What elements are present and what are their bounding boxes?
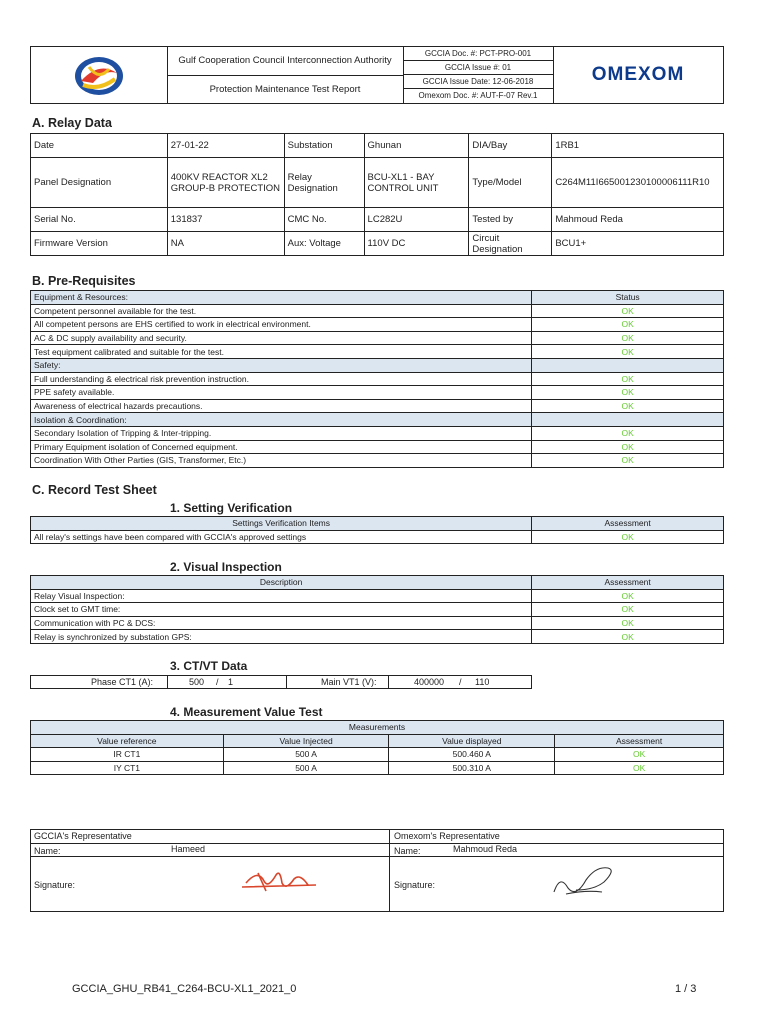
status-ok: OK bbox=[532, 426, 724, 440]
status-ok: OK bbox=[532, 603, 724, 617]
row-label: Relay is synchronized by substation GPS: bbox=[31, 630, 532, 644]
status-ok: OK bbox=[532, 331, 724, 345]
setting-verification-table bbox=[30, 516, 724, 544]
gccia-logo bbox=[31, 47, 168, 103]
record-title: C. Record Test Sheet bbox=[32, 483, 157, 497]
measurement-title: 4. Measurement Value Test bbox=[170, 705, 323, 719]
table-row bbox=[31, 603, 724, 617]
row-label: Relay Visual Inspection: bbox=[31, 589, 532, 603]
measurement-group-header bbox=[31, 721, 724, 735]
prereq-row bbox=[31, 426, 724, 440]
prereq-group-header bbox=[31, 291, 724, 305]
table-row bbox=[31, 616, 724, 630]
prereq-row bbox=[31, 372, 724, 386]
field-label: Tested by bbox=[469, 208, 552, 232]
prereq-row bbox=[31, 440, 724, 454]
omexom-rep-title: Omexom's Representative bbox=[394, 831, 500, 841]
status-ok: OK bbox=[532, 399, 724, 413]
measurement-column-header bbox=[31, 734, 724, 748]
setting-verification-title: 1. Setting Verification bbox=[170, 501, 293, 515]
field-value: Mahmoud Reda bbox=[552, 208, 724, 232]
field-value: 1RB1 bbox=[552, 134, 724, 158]
prereq-label: Coordination With Other Parties (GIS, Transformer, Etc.) bbox=[31, 454, 532, 468]
omexom-signature bbox=[546, 860, 626, 900]
row-label: All relay's settings have been compared with GCCIA's approved settings bbox=[31, 530, 532, 544]
prereq-row bbox=[31, 304, 724, 318]
status-ok: OK bbox=[532, 440, 724, 454]
prereq-label: All competent persons are EHS certified to work in electrical environment. bbox=[31, 318, 532, 332]
field-label: Relay Designation bbox=[284, 158, 364, 208]
ctvt-title: 3. CT/VT Data bbox=[170, 659, 248, 673]
vt-separator: / bbox=[459, 677, 462, 687]
prereq-label: Full understanding & electrical risk prevention instruction. bbox=[31, 372, 532, 386]
field-value: 110V DC bbox=[364, 232, 469, 256]
gccia-signature bbox=[236, 863, 326, 897]
prereq-row bbox=[31, 331, 724, 345]
gccia-name-label: Name: bbox=[34, 846, 61, 856]
prereq-label: PPE safety available. bbox=[31, 386, 532, 400]
status-ok: OK bbox=[532, 630, 724, 644]
measurement-cell: 500.310 A bbox=[389, 761, 555, 775]
status-ok: OK bbox=[532, 386, 724, 400]
field-label: Panel Designation bbox=[31, 158, 168, 208]
status-ok: OK bbox=[532, 372, 724, 386]
relay-data-table bbox=[30, 133, 724, 256]
omexom-signature-label: Signature: bbox=[394, 880, 436, 890]
gccia-rep-title: GCCIA's Representative bbox=[34, 831, 132, 841]
prereq-table bbox=[30, 290, 724, 468]
issue-date: GCCIA Issue Date: 12-06-2018 bbox=[403, 75, 553, 89]
field-value: BCU-XL1 - BAY CONTROL UNIT bbox=[364, 158, 469, 208]
prereq-row bbox=[31, 318, 724, 332]
omexom-name: Mahmoud Reda bbox=[453, 844, 518, 854]
measurement-cell: 500 A bbox=[223, 761, 389, 775]
relay-data-title: A. Relay Data bbox=[32, 116, 112, 130]
row-label: Communication with PC & DCS: bbox=[31, 616, 532, 630]
prereq-group-header bbox=[31, 413, 724, 427]
field-value: C264M11I665001230100006111R10 bbox=[552, 158, 724, 208]
prereq-label: Awareness of electrical hazards precautions. bbox=[31, 399, 532, 413]
column-header: Description bbox=[31, 576, 532, 590]
visual-inspection-table bbox=[30, 575, 724, 644]
field-label: Date bbox=[31, 134, 168, 158]
table-row bbox=[31, 589, 724, 603]
status-header: Status bbox=[532, 291, 724, 305]
status-ok: OK bbox=[532, 530, 724, 544]
visual-inspection-title: 2. Visual Inspection bbox=[170, 560, 282, 574]
ct-secondary: 1 bbox=[228, 677, 234, 687]
field-label: DIA/Bay bbox=[469, 134, 552, 158]
field-label: CMC No. bbox=[284, 208, 364, 232]
status-ok: OK bbox=[555, 761, 724, 775]
omexom-doc-number: Omexom Doc. #: AUT-F-07 Rev.1 bbox=[418, 91, 538, 100]
status-ok: OK bbox=[532, 454, 724, 468]
page-number: 1 / 3 bbox=[675, 983, 697, 995]
column-header: Settings Verification Items bbox=[31, 517, 532, 531]
field-value: Ghunan bbox=[364, 134, 469, 158]
status-ok: OK bbox=[555, 748, 724, 762]
status-header bbox=[532, 358, 724, 372]
field-value: 400KV REACTOR XL2 GROUP-B PROTECTION bbox=[167, 158, 284, 208]
column-header: Assessment bbox=[532, 576, 724, 590]
table-header-row bbox=[31, 576, 724, 590]
field-value: LC282U bbox=[364, 208, 469, 232]
field-label: Circuit Designation bbox=[469, 232, 552, 256]
omexom-name-label: Name: bbox=[394, 846, 421, 856]
measurement-cell: IY CT1 bbox=[31, 761, 224, 775]
document-header bbox=[30, 46, 724, 104]
prereq-row bbox=[31, 386, 724, 400]
table-row bbox=[31, 630, 724, 644]
prereq-group-header bbox=[31, 358, 724, 372]
status-ok: OK bbox=[532, 318, 724, 332]
field-label: Aux: Voltage bbox=[284, 232, 364, 256]
ct-separator: / bbox=[216, 677, 219, 687]
vt-label: Main VT1 (V): bbox=[321, 677, 377, 687]
prereq-label: Primary Equipment isolation of Concerned equipment. bbox=[31, 440, 532, 454]
row-label: Clock set to GMT time: bbox=[31, 603, 532, 617]
measurement-cell: 500.460 A bbox=[389, 748, 555, 762]
group-heading: Safety: bbox=[31, 358, 532, 372]
group-heading: Measurements bbox=[31, 721, 724, 735]
table-row bbox=[31, 530, 724, 544]
ct-label: Phase CT1 (A): bbox=[91, 677, 154, 687]
column-header: Assessment bbox=[532, 517, 724, 531]
field-label: Type/Model bbox=[469, 158, 552, 208]
relay-data-row bbox=[31, 232, 724, 256]
prereq-label: AC & DC supply availability and security. bbox=[31, 331, 532, 345]
field-value: NA bbox=[167, 232, 284, 256]
status-ok: OK bbox=[532, 345, 724, 359]
signature-block bbox=[30, 829, 724, 912]
relay-data-row bbox=[31, 158, 724, 208]
column-header: Assessment bbox=[555, 734, 724, 748]
gccia-name: Hameed bbox=[171, 844, 206, 854]
prereq-title: B. Pre-Requisites bbox=[32, 274, 136, 288]
column-header: Value Injected bbox=[223, 734, 389, 748]
field-value: 131837 bbox=[167, 208, 284, 232]
relay-data-row bbox=[31, 134, 724, 158]
footer-doc-id: GCCIA_GHU_RB41_C264-BCU-XL1_2021_0 bbox=[72, 983, 297, 995]
doc-number: GCCIA Doc. #: PCT-PRO-001 bbox=[403, 47, 553, 61]
ctvt-row bbox=[30, 675, 532, 689]
vt-primary: 400000 bbox=[414, 677, 445, 687]
vt-secondary: 110 bbox=[475, 677, 490, 687]
prereq-row bbox=[31, 399, 724, 413]
gccia-signature-label: Signature: bbox=[34, 880, 76, 890]
org-title: Gulf Cooperation Council Interconnection Authority bbox=[167, 47, 403, 76]
relay-data-row bbox=[31, 208, 724, 232]
prereq-label: Secondary Isolation of Tripping & Inter-tripping. bbox=[31, 426, 532, 440]
measurement-table bbox=[30, 720, 724, 775]
prereq-row bbox=[31, 345, 724, 359]
status-header bbox=[532, 413, 724, 427]
status-ok: OK bbox=[532, 304, 724, 318]
group-heading: Isolation & Coordination: bbox=[31, 413, 532, 427]
issue-number: GCCIA Issue #: 01 bbox=[403, 61, 553, 75]
measurement-row bbox=[31, 748, 724, 762]
report-title: Protection Maintenance Test Report bbox=[209, 84, 361, 95]
prereq-row bbox=[31, 454, 724, 468]
measurement-cell: 500 A bbox=[223, 748, 389, 762]
status-ok: OK bbox=[532, 589, 724, 603]
omexom-logo: OMEXOM bbox=[591, 64, 685, 85]
measurement-cell: IR CT1 bbox=[31, 748, 224, 762]
field-label: Firmware Version bbox=[31, 232, 168, 256]
measurement-row bbox=[31, 761, 724, 775]
field-value: 27-01-22 bbox=[167, 134, 284, 158]
prereq-label: Test equipment calibrated and suitable for the test. bbox=[31, 345, 532, 359]
field-value: BCU1+ bbox=[552, 232, 724, 256]
group-heading: Equipment & Resources: bbox=[31, 291, 532, 305]
column-header: Value reference bbox=[31, 734, 224, 748]
field-label: Substation bbox=[284, 134, 364, 158]
ct-primary: 500 bbox=[189, 677, 205, 687]
field-label: Serial No. bbox=[31, 208, 168, 232]
table-header-row bbox=[31, 517, 724, 531]
prereq-label: Competent personnel available for the test. bbox=[31, 304, 532, 318]
status-ok: OK bbox=[532, 616, 724, 630]
column-header: Value displayed bbox=[389, 734, 555, 748]
